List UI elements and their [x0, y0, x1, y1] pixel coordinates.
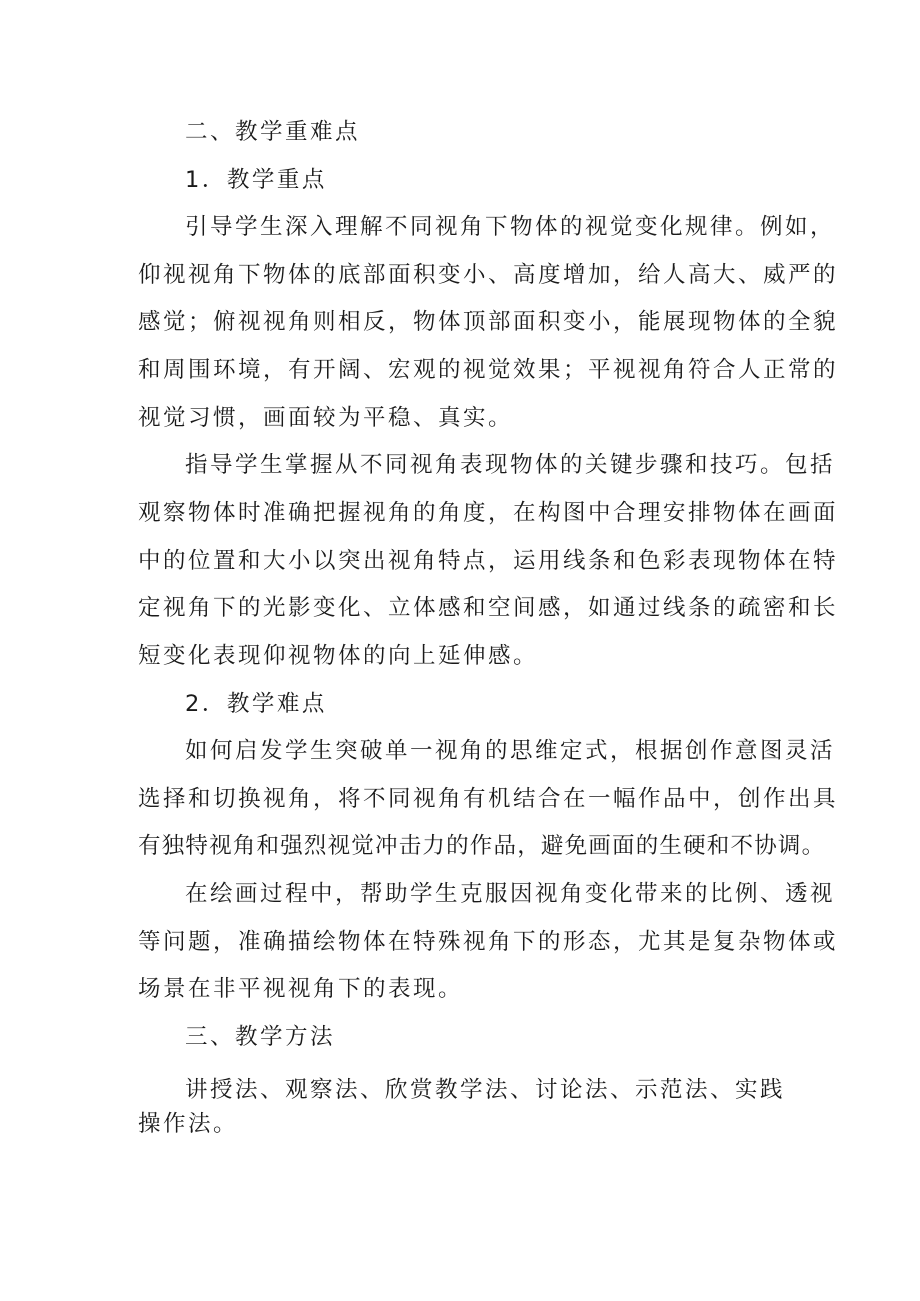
paragraph-line: 等问题，准确描绘物体在特殊视角下的形态，尤其是复杂物体或	[138, 929, 839, 955]
paragraph-line: 视觉习惯，画面较为平稳、真实。	[138, 405, 514, 431]
paragraph-line: 和周围环境，有开阔、宏观的视觉效果；平视视角符合人正常的	[138, 357, 839, 383]
subheading-difficult-points: 2．教学难点	[185, 691, 327, 717]
paragraph-line: 操作法。	[138, 1111, 239, 1137]
paragraph-line: 场景在非平视视角下的表现。	[138, 976, 464, 1002]
paragraph-line: 仰视视角下物体的底部面积变小、高度增加，给人高大、威严的	[138, 262, 839, 288]
section-heading-key-difficult-points: 二、教学重难点	[185, 119, 361, 145]
subheading-key-points: 1．教学重点	[185, 167, 327, 193]
paragraph-line: 在绘画过程中，帮助学生克服因视角变化带来的比例、透视	[185, 881, 836, 907]
paragraph-line: 如何启发学生突破单一视角的思维定式，根据创作意图灵活	[185, 738, 836, 764]
paragraph-line: 感觉；俯视视角则相反，物体顶部面积变小，能展现物体的全貌	[138, 309, 839, 335]
paragraph-line: 指导学生掌握从不同视角表现物体的关键步骤和技巧。包括	[185, 452, 836, 478]
paragraph-line: 引导学生深入理解不同视角下物体的视觉变化规律。例如，	[185, 214, 836, 240]
section-heading-teaching-methods: 三、教学方法	[185, 1024, 336, 1050]
paragraph-line: 短变化表现仰视物体的向上延伸感。	[138, 643, 539, 669]
paragraph-line: 选择和切换视角，将不同视角有机结合在一幅作品中，创作出具	[138, 786, 839, 812]
paragraph-line: 有独特视角和强烈视觉冲击力的作品，避免画面的生硬和不协调。	[138, 833, 826, 859]
paragraph-line: 中的位置和大小以突出视角特点，运用线条和色彩表现物体在特	[138, 548, 839, 574]
paragraph-line: 观察物体时准确把握视角的角度，在构图中合理安排物体在画面	[138, 500, 839, 526]
paragraph-line: 定视角下的光影变化、立体感和空间感，如通过线条的疏密和长	[138, 595, 839, 621]
paragraph-line: 讲授法、观察法、欣赏教学法、讨论法、示范法、实践	[185, 1077, 786, 1103]
